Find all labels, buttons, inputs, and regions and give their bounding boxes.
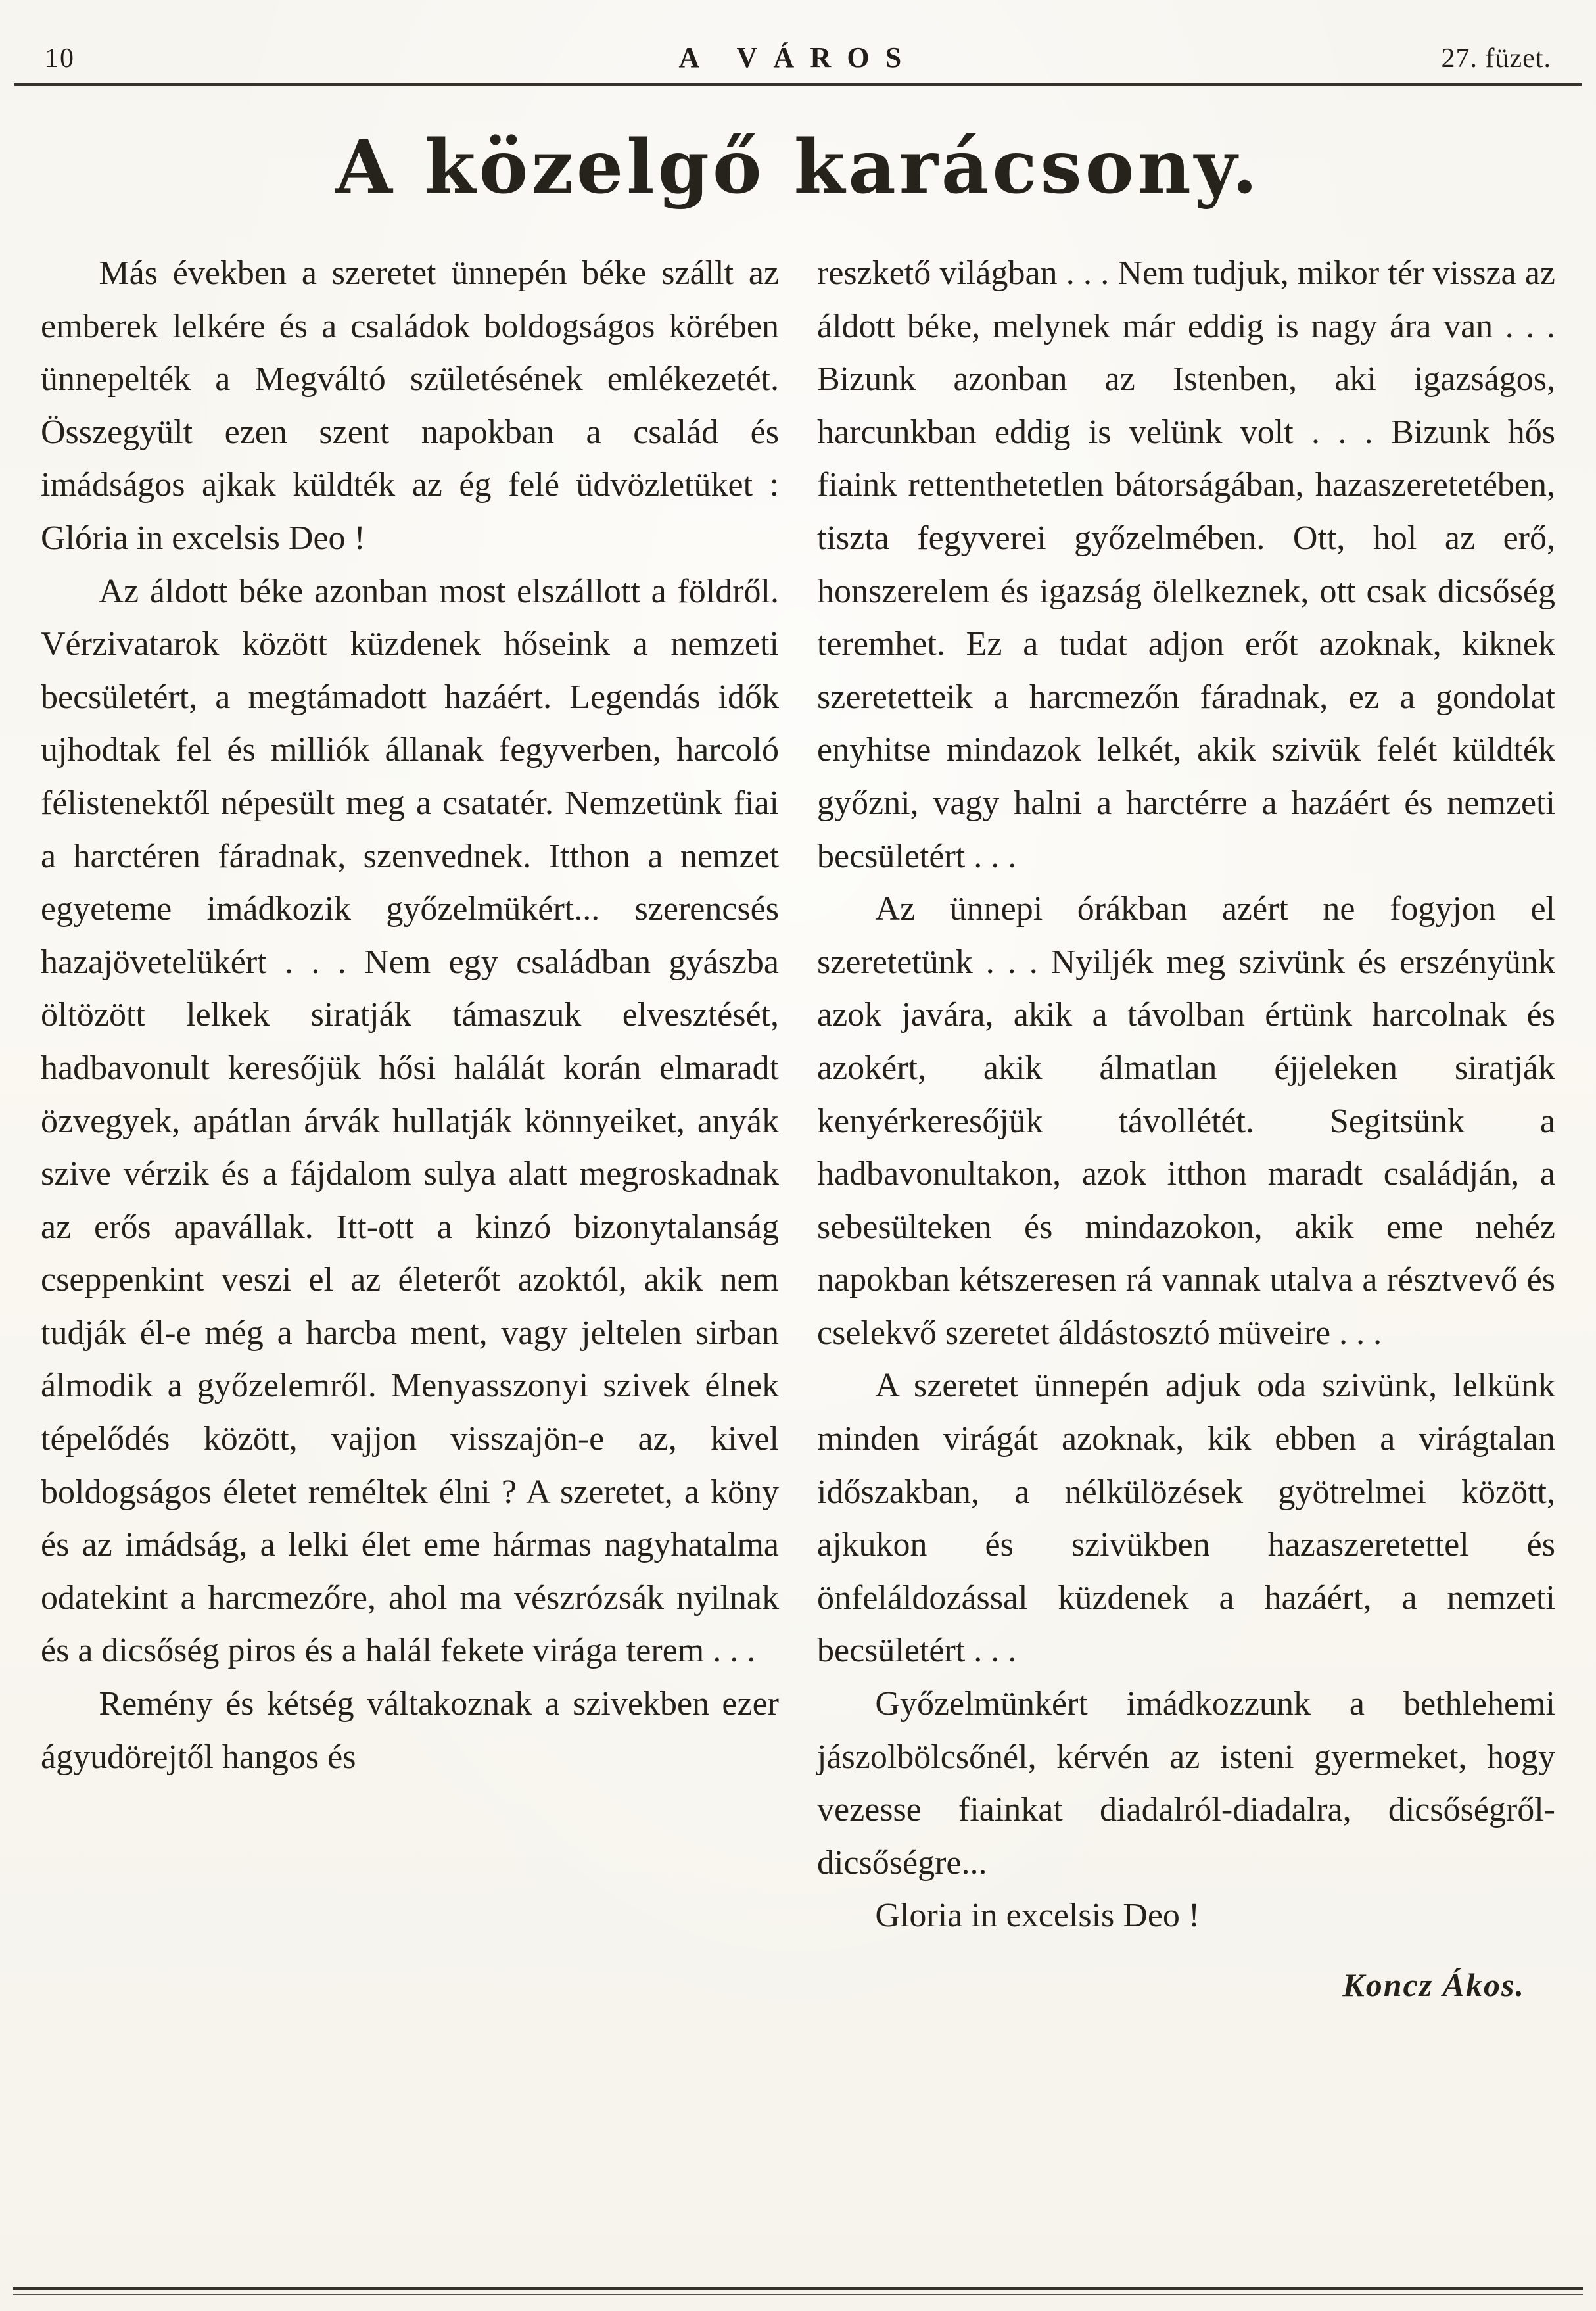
journal-title: A VÁROS [678, 41, 918, 74]
paragraph: Az áldott béke azonban most elszállott a földről. Vérzivatarok között küzdenek hőseink a nemzeti becsületért, a megtámadott hazáért. Legendás idők ujhodtak fel és milliók állanak fegyverben, harcoló félistenektől népesült meg a csatatér. Nemzetünk fiai a harctéren fáradnak, szenvednek. Itthon a nemzet egyeteme imádkozik győzelmükért... szerencsés hazajövetelükért . . . Nem egy családban gyászba öltözött lelkek siratják támaszuk elvesztését, hadbavonult keresőjük hősi halálát korán elmaradt özvegyek, apátlan árvák hullatják könnyeiket, anyák szive vérzik és a fájdalom sulya alatt megroskadnak az erős apavállak. Itt-ott a kinzó bizonytalanság cseppenkint veszi el az életerőt azoktól, akik nem tudják él-e még a harcba ment, vagy jeltelen sirban álmodik a győzelemről. Menyasszonyi szivek élnek tépelődés között, vajjon visszajön-e az, kivel boldogságos életet reméltek élni ? A szeretet, a köny és az imádság, a lelki élet eme hármas nagyhatalma odatekint a harcmezőre, ahol ma vészrózsák nyilnak és a dicsőség piros és a halál fekete virága terem . . . [41, 572, 779, 1670]
right-column [817, 247, 1555, 2011]
left-column [41, 247, 779, 2011]
page-number: 10 [45, 43, 75, 74]
footer-rule [13, 2287, 1583, 2295]
paragraph: Más években a szeretet ünnepén béke szállt az emberek lelkére és a családok boldogságos körében ünnepelték a Megváltó születésének emlékezetét. Összegyült ezen szent napokban a család és imádságos ajkak küldték az ég felé üdvözletüket : Glória in excelsis Deo ! [41, 254, 779, 557]
page-header [41, 26, 1555, 74]
paragraph: Az ünnepi órákban azért ne fogyjon el szeretetünk . . . Nyiljék meg szivünk és erszényünk azok javára, akik a távolban értünk harcolnak és azokért, akik álmatlan éjjeleken siratják kenyérkeresőjük távollétét. Segitsünk a hadbavonultakon, azok itthon maradt családján, a sebesülteken és mindazokon, akik eme nehéz napokban kétszeresen rá vannak utalva a résztvevő és cselekvő szeretet áldástosztó müveire . . . [817, 890, 1555, 1352]
article-body [41, 247, 1555, 2011]
issue-number: 27. füzet. [1441, 43, 1551, 74]
article-title: A közelgő karácsony. [335, 124, 1261, 210]
paragraph: Remény és kétség váltakoznak a szivekben ezer ágyudörejtől hangos és [41, 1685, 779, 1776]
header-rule [14, 83, 1582, 86]
paragraph: Győzelmünkért imádkozzunk a bethlehemi jászolbölcsőnél, kérvén az isteni gyermeket, hogy vezesse fiainkat diadalról-diadalra, dicsőségről-dicsőségre... [817, 1685, 1555, 1882]
author-signature: Koncz Ákos. [1342, 1966, 1525, 2003]
paragraph: Gloria in excelsis Deo ! [875, 1897, 1200, 1935]
paragraph: A szeretet ünnepén adjuk oda szivünk, lelkünk minden virágát azoknak, kik ebben a virágtalan időszakban, a nélkülözések gyötrelmei között, ajkukon és szivükben hazaszeretettel és önfeláldozással küzdenek a hazáért, a nemzeti becsületért . . . [817, 1367, 1555, 1670]
paragraph: reszkető világban . . . Nem tudjuk, mikor tér vissza az áldott béke, melynek már eddig is nagy ára van . . . Bizunk azonban az Istenben, aki igazságos, harcunkban eddig is velünk volt . . . Bizunk hős fiaink rettenthetetlen bátorságában, hazaszeretetében, tiszta fegyverei győzelmében. Ott, hol az erő, honszerelem és igazság ölelkeznek, ott csak dicsőség teremhet. Ez a tudat adjon erőt azoknak, kiknek szeretetteik a harcmezőn fáradnak, ez a gondolat enyhitse mindazok lelkét, akik szivük felét küldték győzni, vagy halni a harctérre a hazáért és nemzeti becsületért . . . [817, 254, 1555, 875]
